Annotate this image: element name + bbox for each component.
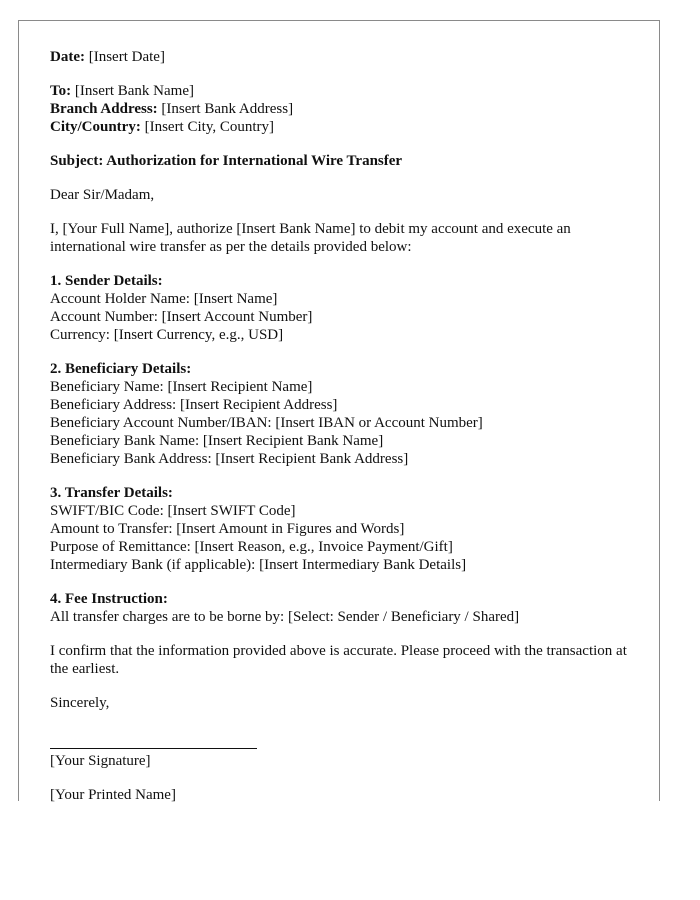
beneficiary-detail-line: Beneficiary Bank Address: [Insert Recipient Bank Address]: [50, 451, 409, 467]
letter-page: [18, 20, 660, 801]
transfer-section: [50, 484, 631, 574]
sender-section: [50, 272, 631, 344]
salutation: Dear Sir/Madam,: [50, 187, 155, 203]
transfer-detail-line: Intermediary Bank (if applicable): [Insert Intermediary Bank Details]: [50, 557, 467, 573]
signature-placeholder: [Your Signature]: [50, 753, 151, 769]
beneficiary-section: [50, 360, 631, 468]
beneficiary-detail-line: Beneficiary Address: [Insert Recipient Address]: [50, 397, 338, 413]
confirmation-paragraph: I confirm that the information provided above is accurate. Please proceed with the transaction at the earliest.: [50, 643, 627, 677]
closing: Sincerely,: [50, 695, 110, 711]
date-line: [50, 48, 631, 66]
fee-section: [50, 590, 631, 626]
intro-block: [50, 220, 631, 256]
transfer-detail-line: Purpose of Remittance: [Insert Reason, e.g., Invoice Payment/Gift]: [50, 539, 453, 555]
closing-block: [50, 694, 631, 712]
branch-label: Branch Address:: [50, 101, 158, 117]
city-value: [Insert City, Country]: [144, 119, 275, 135]
to-label: To:: [50, 83, 72, 99]
city-line: [50, 118, 631, 136]
branch-line: [50, 100, 631, 118]
sender-heading: 1. Sender Details:: [50, 273, 163, 289]
date-block: [50, 48, 631, 66]
date-label: Date:: [50, 49, 85, 65]
printed-name-placeholder: [Your Printed Name]: [50, 787, 176, 803]
transfer-heading: 3. Transfer Details:: [50, 485, 173, 501]
transfer-detail-line: Amount to Transfer: [Insert Amount in Figures and Words]: [50, 521, 405, 537]
transfer-detail-line: SWIFT/BIC Code: [Insert SWIFT Code]: [50, 503, 296, 519]
date-value: [Insert Date]: [88, 49, 165, 65]
salutation-block: [50, 186, 631, 204]
letter-content: [50, 48, 631, 820]
subject-block: [50, 152, 631, 170]
signature-block: [50, 752, 631, 770]
city-label: City/Country:: [50, 119, 141, 135]
intro-paragraph: I, [Your Full Name], authorize [Insert Bank Name] to debit my account and execute an international wire transfer as per the details provided below:: [50, 221, 571, 255]
fee-heading: 4. Fee Instruction:: [50, 591, 168, 607]
to-value: [Insert Bank Name]: [74, 83, 194, 99]
beneficiary-detail-line: Beneficiary Name: [Insert Recipient Name]: [50, 379, 313, 395]
printed-name-block: [50, 786, 631, 804]
beneficiary-detail-line: Beneficiary Bank Name: [Insert Recipient Bank Name]: [50, 433, 384, 449]
signature-line: [50, 748, 257, 749]
sender-detail-line: Account Holder Name: [Insert Name]: [50, 291, 278, 307]
sender-detail-line: Account Number: [Insert Account Number]: [50, 309, 313, 325]
recipient-block: [50, 82, 631, 136]
fee-detail-line: All transfer charges are to be borne by: [Select: Sender / Beneficiary / Shared]: [50, 609, 520, 625]
confirmation-block: [50, 642, 631, 678]
beneficiary-detail-line: Beneficiary Account Number/IBAN: [Insert IBAN or Account Number]: [50, 415, 483, 431]
subject-line: Subject: Authorization for International Wire Transfer: [50, 153, 403, 169]
sender-detail-line: Currency: [Insert Currency, e.g., USD]: [50, 327, 284, 343]
signature-space: [50, 728, 631, 748]
beneficiary-heading: 2. Beneficiary Details:: [50, 361, 192, 377]
to-line: [50, 82, 631, 100]
branch-value: [Insert Bank Address]: [161, 101, 294, 117]
